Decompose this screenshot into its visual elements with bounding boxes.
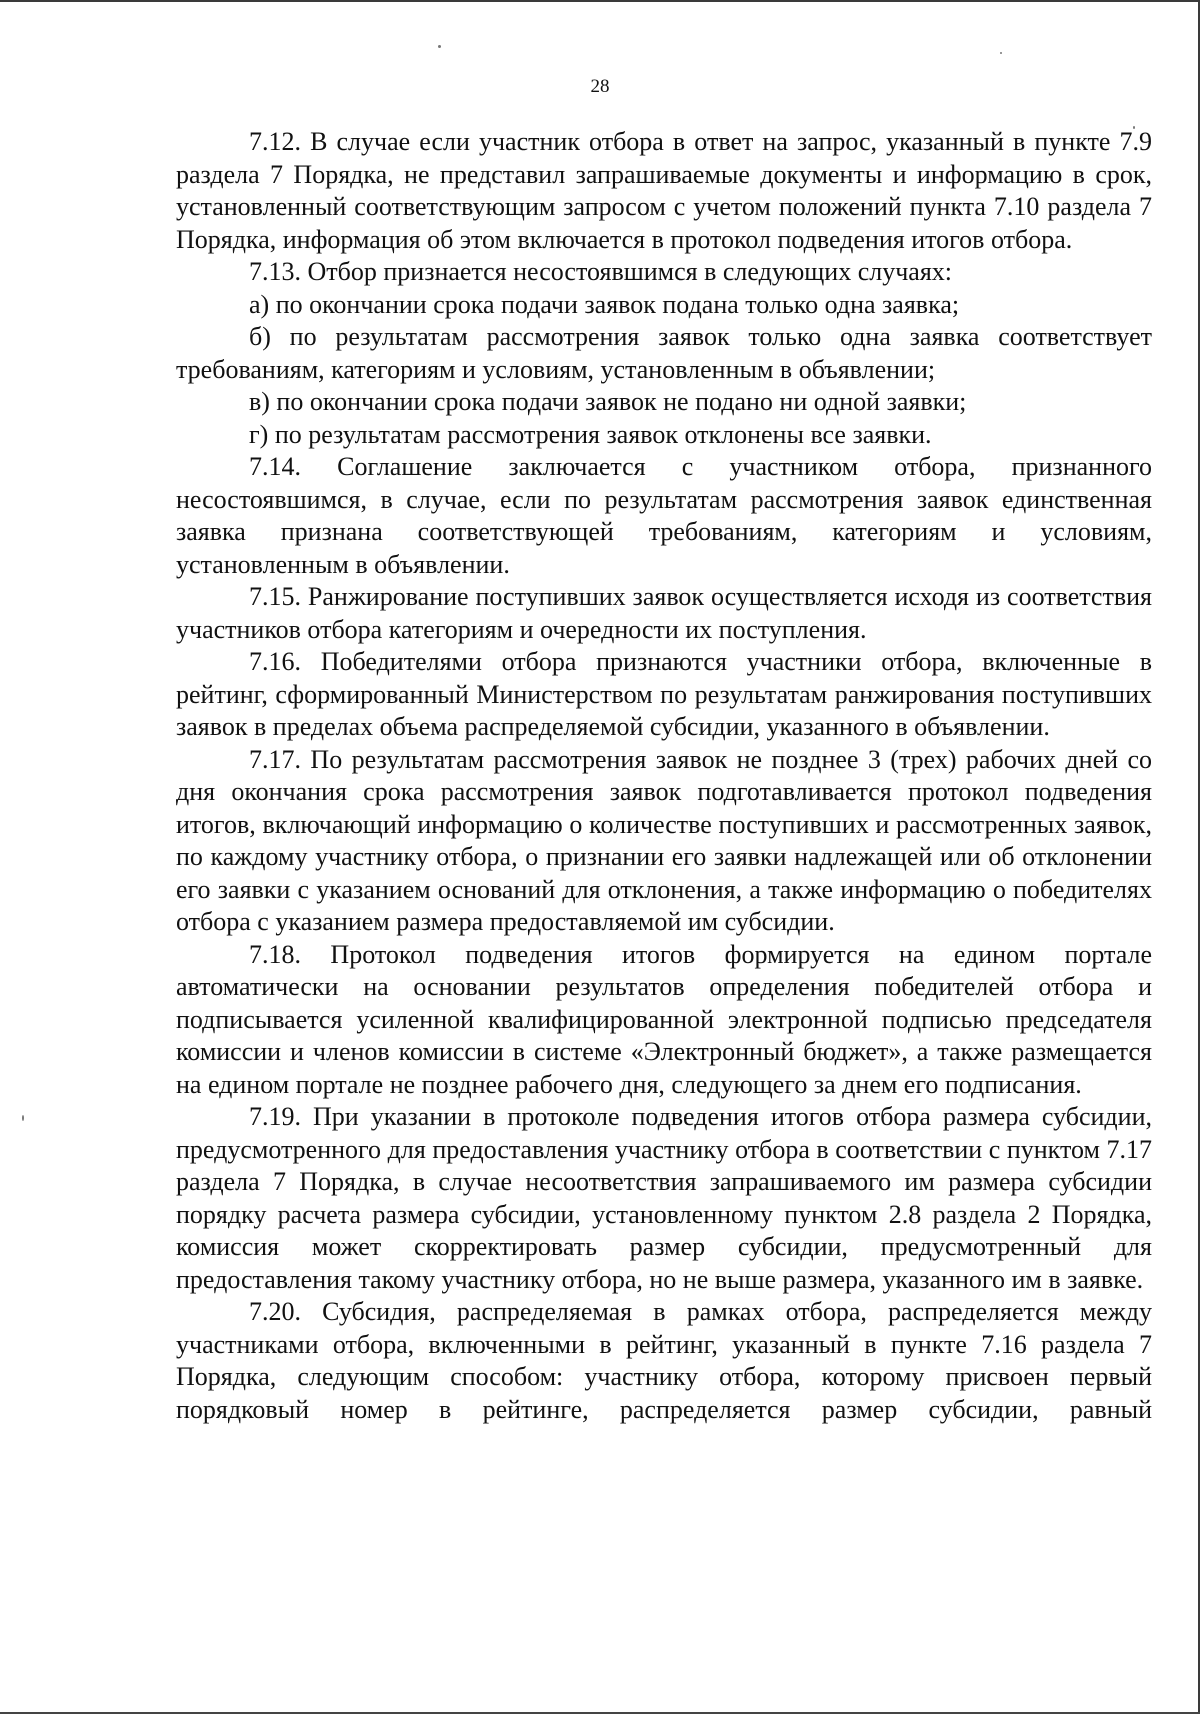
paragraph-7-16: 7.16. Победителями отбора признаются участники отбора, включенные в рейтинг, сформированный Министерством по результатам ранжирования поступивших заявок в пределах объема распределяемой субсидии, указанного в объявлении. — [176, 647, 1152, 741]
scan-speck — [22, 1115, 24, 1121]
paragraph-7-13: 7.13. Отбор признается несостоявшимся в следующих случаях: — [249, 257, 953, 286]
paragraph-7-15: 7.15. Ранжирование поступивших заявок осуществляется исходя из соответствия участников отбора категориям и очередности их поступления. — [176, 582, 1152, 644]
scan-speck — [1000, 52, 1002, 54]
paragraph-7-12: 7.12. В случае если участник отбора в ответ на запрос, указанный в пункте 7.9 раздела 7 Порядка, не представил запрашиваемые документы и информацию в срок, установленный соответствующим запросом с учетом положений пункта 7.10 раздела 7 Порядка, информация об этом включается в протокол подведения итогов отбора. — [176, 127, 1152, 254]
scan-speck — [438, 45, 441, 48]
document-body — [176, 126, 1152, 1426]
paragraph-7-19: 7.19. При указании в протоколе подведения итогов отбора размера субсидии, предусмотренного для предоставления участнику отбора в соответствии с пунктом 7.17 раздела 7 Порядка, в случае несоответствия запрашиваемого им размера субсидии порядку расчета размера субсидии, установленному пунктом 2.8 раздела 2 Порядка, комиссия может скорректировать размер субсидии, предусмотренный для предоставления такому участнику отбора, но не выше размера, указанного им в заявке. — [176, 1102, 1152, 1294]
list-item-a: а) по окончании срока подачи заявок подана только одна заявка; — [249, 289, 960, 319]
list-item-b: б) по результатам рассмотрения заявок только одна заявка соответствует требованиям, категориям и условиям, установленным в объявлении; — [176, 322, 1152, 384]
paragraph-7-17: 7.17. По результатам рассмотрения заявок не позднее 3 (трех) рабочих дней со дня окончания срока рассмотрения заявок подготавливается протокол подведения итогов, включающий информацию о количестве поступивших и рассмотренных заявок, по каждому участнику отбора, о признании его заявки надлежащей или об отклонении его заявки с указанием оснований для отклонения, а также информацию о победителях отбора с указанием размера предоставляемой им субсидии. — [176, 744, 1152, 936]
page-number: 28 — [590, 76, 610, 97]
paragraph-7-14: 7.14. Соглашение заключается с участником отбора, признанного несостоявшимся, в случае, если по результатам рассмотрения заявок единственная заявка признана соответствующей требованиям, категориям и условиям, установленным в объявлении. — [176, 452, 1152, 579]
list-item-g: г) по результатам рассмотрения заявок отклонены все заявки. — [249, 419, 932, 449]
scan-border-top — [0, 0, 1200, 2]
list-item-v: в) по окончании срока подачи заявок не подано ни одной заявки; — [249, 387, 967, 416]
paragraph-7-20: 7.20. Субсидия, распределяемая в рамках отбора, распределяется между участниками отбора, включенными в рейтинг, указанный в пункте 7.16 раздела 7 Порядка, следующим способом: участнику отбора, которому присвоен первый порядковый номер в рейтинге, распределяется размер субсидии, равный — [176, 1297, 1152, 1424]
paragraph-7-18: 7.18. Протокол подведения итогов формируется на едином портале автоматически на основании результатов определения победителей отбора и подписывается усиленной квалифицированной электронной подписью председателя комиссии и членов комиссии в системе «Электронный бюджет», а также размещается на едином портале не позднее рабочего дня, следующего за днем его подписания. — [176, 939, 1152, 1099]
